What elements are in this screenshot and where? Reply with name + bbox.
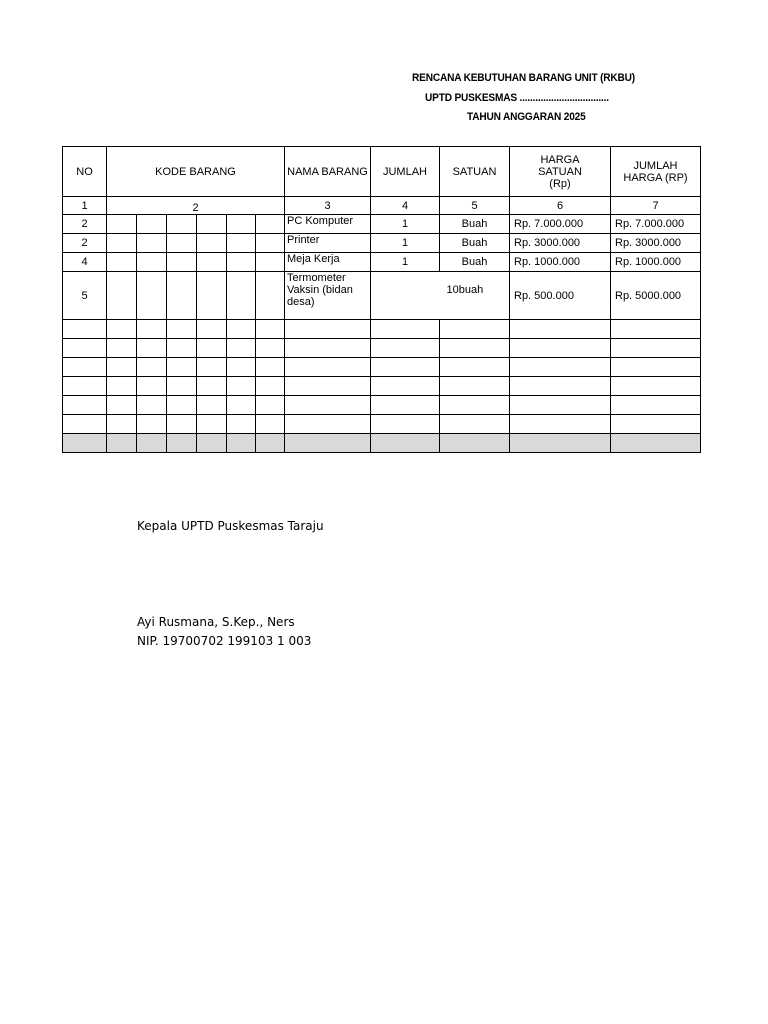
col-header-no: NO — [63, 147, 107, 197]
kode-cell — [107, 272, 137, 320]
row-no: 4 — [63, 253, 107, 272]
row-harga-satuan: Rp. 3000.000 — [510, 234, 611, 253]
row-jumlah: 1 — [371, 215, 440, 234]
table-row — [63, 253, 701, 272]
table-row — [63, 215, 701, 234]
document-subtitle-unit: UPTD PUSKESMAS .................................. — [425, 92, 609, 104]
table-row-empty — [63, 377, 701, 396]
row-harga-satuan: Rp. 1000.000 — [510, 253, 611, 272]
row-satuan: Buah — [440, 234, 510, 253]
column-number: 7 — [611, 197, 701, 215]
table-header-row — [63, 147, 701, 197]
table-row-empty — [63, 415, 701, 434]
row-jumlah-satuan — [371, 272, 510, 320]
kode-cell — [227, 215, 256, 234]
kode-cell — [227, 253, 256, 272]
table-row-empty — [63, 339, 701, 358]
col-header-nama-barang: NAMA BARANG — [285, 147, 371, 197]
kode-cell — [197, 272, 227, 320]
row-jumlah-harga: Rp. 3000.000 — [611, 234, 701, 253]
row-nama-barang: Meja Kerja — [285, 253, 371, 272]
table-row-empty — [63, 358, 701, 377]
kode-cell — [137, 215, 167, 234]
kode-cell — [256, 234, 285, 253]
kode-cell — [197, 215, 227, 234]
kode-cell — [107, 234, 137, 253]
row-harga-satuan: Rp. 7.000.000 — [510, 215, 611, 234]
row-nama-barang: PC Komputer — [285, 215, 371, 234]
document-subtitle-year: TAHUN ANGGARAN 2025 — [467, 111, 586, 123]
column-number: 1 — [63, 197, 107, 215]
kode-cell — [167, 234, 197, 253]
row-harga-satuan: Rp. 500.000 — [510, 272, 611, 320]
signature-name: Ayi Rusmana, S.Kep., Ners — [137, 615, 295, 629]
column-number: 3 — [285, 197, 371, 215]
column-number-row — [63, 197, 701, 215]
kode-cell — [137, 253, 167, 272]
kode-cell — [197, 253, 227, 272]
row-satuan: Buah — [440, 215, 510, 234]
row-jumlah-harga: Rp. 5000.000 — [611, 272, 701, 320]
row-no: 2 — [63, 215, 107, 234]
table-row — [63, 272, 701, 320]
signature-nip: NIP. 19700702 199103 1 003 — [137, 634, 312, 648]
col-header-satuan: SATUAN — [440, 147, 510, 197]
row-satuan: Buah — [440, 253, 510, 272]
col-header-harga-satuan: HARGA SATUAN (Rp) — [510, 147, 611, 197]
table-row-empty — [63, 396, 701, 415]
table-row-empty — [63, 320, 701, 339]
table-row — [63, 234, 701, 253]
row-jumlah: 10 — [446, 283, 459, 296]
kode-cell — [227, 272, 256, 320]
row-nama-barang: Printer — [285, 234, 371, 253]
kode-cell — [107, 215, 137, 234]
signature-title: Kepala UPTD Puskesmas Taraju — [137, 519, 324, 533]
row-satuan: buah — [458, 283, 484, 296]
col-header-jumlah-harga: JUMLAH HARGA (RP) — [611, 147, 701, 197]
row-nama-barang: Termometer Vaksin (bidan desa) — [285, 272, 371, 320]
kode-cell — [167, 272, 197, 320]
row-jumlah-harga: Rp. 7.000.000 — [611, 215, 701, 234]
kode-cell — [256, 272, 285, 320]
column-number: 6 — [510, 197, 611, 215]
row-no: 2 — [63, 234, 107, 253]
column-number: 2 — [107, 197, 285, 215]
row-jumlah: 1 — [371, 234, 440, 253]
kode-cell — [137, 234, 167, 253]
kode-cell — [197, 234, 227, 253]
kode-cell — [167, 215, 197, 234]
document-title: RENCANA KEBUTUHAN BARANG UNIT (RKBU) — [412, 72, 635, 84]
kode-cell — [256, 215, 285, 234]
row-no: 5 — [63, 272, 107, 320]
kode-cell — [167, 253, 197, 272]
row-jumlah-harga: Rp. 1000.000 — [611, 253, 701, 272]
rkbu-table — [62, 146, 701, 453]
column-number: 4 — [371, 197, 440, 215]
column-number: 5 — [440, 197, 510, 215]
kode-cell — [137, 272, 167, 320]
table-row-total-shaded — [63, 434, 701, 453]
col-header-jumlah: JUMLAH — [371, 147, 440, 197]
kode-cell — [107, 253, 137, 272]
col-header-kode-barang: KODE BARANG — [107, 147, 285, 197]
row-jumlah: 1 — [371, 253, 440, 272]
kode-cell — [227, 234, 256, 253]
kode-cell — [256, 253, 285, 272]
